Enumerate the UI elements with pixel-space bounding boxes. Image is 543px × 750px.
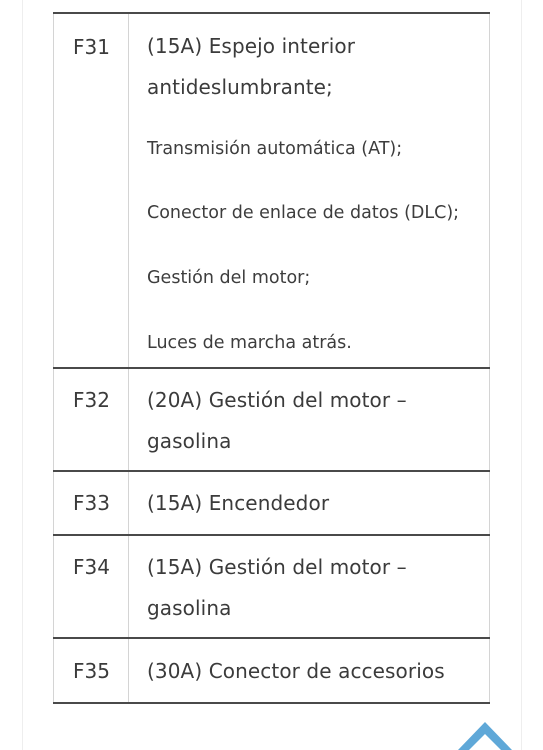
fuse-code-cell (54, 13, 129, 368)
page-edge-right (521, 0, 522, 750)
fuse-table (53, 12, 490, 704)
fuse-sub-item: Transmisión automática (AT); (147, 139, 403, 159)
fuse-code: F33 (73, 491, 110, 515)
fuse-main-description: (15A) Encendedor (147, 491, 330, 515)
fuse-main-description: (15A) Espejo interior antideslumbrante; (147, 34, 356, 99)
fuse-main-description: (20A) Gestión del motor – gasolina (147, 388, 407, 453)
fuse-main-description: (15A) Gestión del motor – gasolina (147, 555, 407, 620)
fuse-sub-item: Conector de enlace de datos (DLC); (147, 203, 460, 223)
fuse-description-cell (129, 638, 490, 703)
fuse-code: F35 (73, 659, 110, 683)
fuse-code-cell (54, 638, 129, 703)
fuse-code: F31 (73, 35, 110, 59)
fuse-sub-item: Gestión del motor; (147, 268, 311, 288)
fuse-main-description: (30A) Conector de accesorios (147, 659, 445, 683)
fuse-description-cell (129, 13, 490, 368)
table-row (54, 13, 490, 368)
chevron-shape (458, 722, 512, 750)
fuse-code-cell (54, 368, 129, 471)
fuse-code-cell (54, 471, 129, 535)
fuse-description-cell (129, 368, 490, 471)
page-edge-left (22, 0, 23, 750)
fuse-code: F32 (73, 388, 110, 412)
table-row (54, 471, 490, 535)
scroll-to-top-button[interactable] (456, 716, 514, 750)
fuse-description-cell (129, 471, 490, 535)
table-row (54, 638, 490, 703)
fuse-code-cell (54, 535, 129, 638)
fuse-code: F34 (73, 555, 110, 579)
chevron-up-icon (456, 716, 514, 750)
table-row (54, 535, 490, 638)
fuse-description-cell (129, 535, 490, 638)
fuse-sub-item: Luces de marcha atrás. (147, 333, 352, 353)
table-row (54, 368, 490, 471)
